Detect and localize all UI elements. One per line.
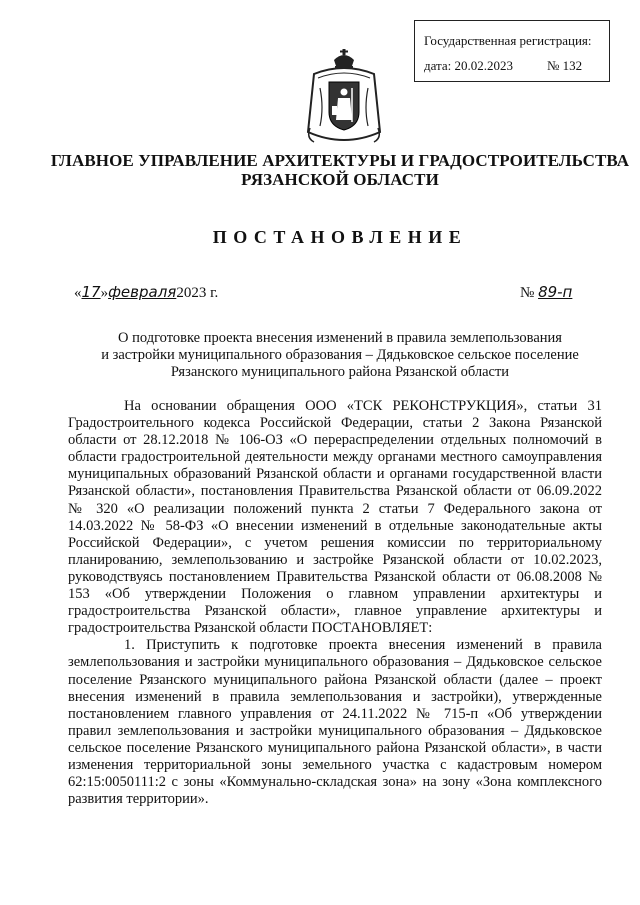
document-subject (60, 330, 620, 381)
number-handwritten: 89-п (538, 283, 573, 301)
number-prefix: № (520, 285, 535, 301)
registration-number: № 132 (547, 58, 583, 73)
org-name-line1: ГЛАВНОЕ УПРАВЛЕНИЕ АРХИТЕКТУРЫ И ГРАДОСТРОИТЕЛЬСТВА (50, 151, 630, 170)
date-close-quote: » (100, 285, 109, 301)
document-date (74, 283, 218, 302)
org-name-line2: РЯЗАНСКОЙ ОБЛАСТИ (241, 170, 439, 189)
date-open-quote: « (74, 285, 82, 301)
registration-label: Государственная регистрация: (424, 33, 592, 48)
preamble-paragraph: На основании обращения ООО «ТСК РЕКОНСТРУКЦИЯ», статьи 31 Градостроительного кодекса Российской Федерации, статьи 2 Закона Рязанской области от 28.12.2018 № 106-ОЗ «О перераспределении отдельных полномочий в области градостроительной деятельности между органами местного самоуправления муниципальных образований Рязанской области и органами государственной власти Рязанской области», постановления Правительства Рязанской области от 06.09.2022 № 320 «О реализации положений пункта 2 статьи 7 Федерального закона от 14.03.2022 № 58-ФЗ «О внесении изменений в отдельные законодательные акты Российской Федерации», с учетом решения комиссии по территориальному планированию, землепользованию и застройке Рязанской области от 10.02.2023, руководствуясь постановлением Правительства Рязанской области от 06.08.2008 № 153 «Об утверждении Положения о главном управлении архитектуры и градостроительства Рязанской области», главное управление архитектуры и градостроительства Рязанской области ПОСТАНОВЛЯЕТ: (68, 398, 602, 637)
document-body (68, 398, 602, 808)
date-month-handwritten: февраля (108, 283, 177, 301)
registration-date: дата: 20.02.2023 (424, 58, 514, 73)
document-number (520, 283, 572, 302)
document-type-title: ПОСТАНОВЛЕНИЕ (212, 227, 468, 247)
clause-1-paragraph: 1. Приступить к подготовке проекта внесения изменений в правила землепользования и застройки муниципального образования – Дядьковское сельское поселение Рязанского муниципального района Рязанской области (далее – проект внесения изменений в правила землепользования и застройки), утвержденные постановлением главного управления от 24.11.2022 № 715-п «Об утверждении правил землепользования и застройки муниципального образования – Дядьковское сельское поселение Рязанского муниципального района Рязанской области», в части изменения территориальной зоны земельного участка с кадастровым номером 62:15:0050111:2 с зоны «Коммунально-складская зона» на зону «Зона комплексного развития территории». (68, 637, 602, 808)
subject-line3: Рязанского муниципального района Рязанской области (170, 364, 510, 380)
coat-of-arms-icon (300, 48, 388, 152)
date-day-handwritten: 17 (81, 283, 101, 301)
date-year: 2023 г. (176, 285, 219, 301)
subject-line2: и застройки муниципального образования – Дядьковское сельское поселение (101, 347, 579, 363)
registration-stamp (414, 20, 610, 82)
subject-line1: О подготовке проекта внесения изменений в правила землепользования (118, 330, 562, 346)
